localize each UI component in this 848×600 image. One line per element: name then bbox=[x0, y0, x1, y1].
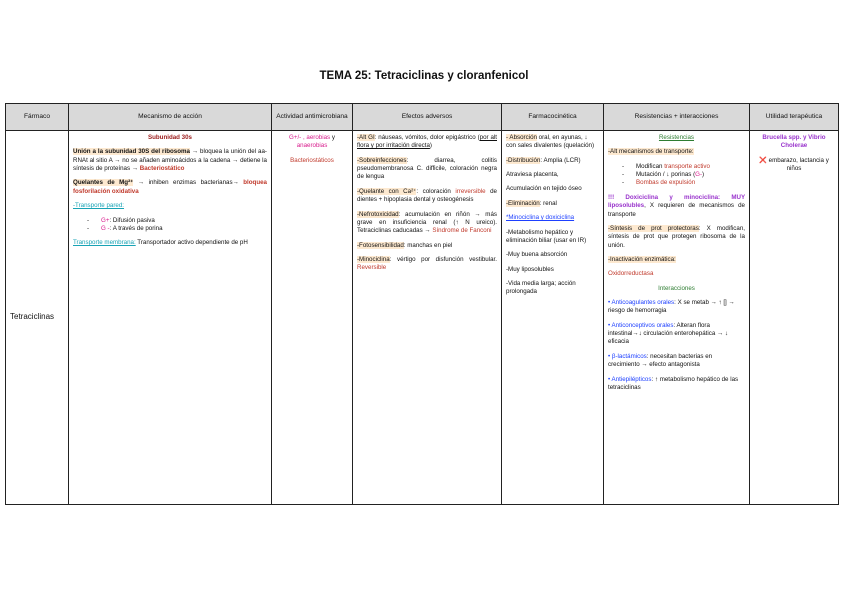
interaccion-anticonceptivos: • Anticonceptivos orales: Alteran flora intestinal→↓ circulación enterohepática → ↓ eficacia bbox=[608, 321, 729, 346]
resistencias-alt-mec: -Alt mecanismos de transporte: bbox=[608, 148, 694, 156]
list-item: - Bombas de expulsión bbox=[636, 179, 745, 187]
transporte-pared-label: -Transporte pared: bbox=[73, 202, 125, 210]
header-row bbox=[6, 104, 839, 131]
fc-absorcion: - Absorción oral, en ayunas, ↓ con sales divalentes (quelación) bbox=[506, 134, 595, 150]
cell-resistencias bbox=[604, 131, 750, 505]
resistencias-oxido: Oxidorreductasa bbox=[608, 270, 654, 278]
header-farmaco: Fármaco bbox=[6, 104, 69, 131]
fc-tejido: Acumulación en tejido óseo bbox=[506, 185, 582, 193]
cell-mecanismo bbox=[69, 131, 272, 505]
fc-liposolubles: -Muy liposolubles bbox=[506, 265, 554, 273]
header-utilidad: Utilidad terapéutica bbox=[750, 104, 839, 131]
resistencias-list bbox=[608, 163, 745, 188]
resistencias-inact: -Inactivación enzimática: bbox=[608, 255, 676, 263]
actividad-spectrum: G+/- , aerobias y anaerobias bbox=[289, 134, 335, 150]
utilidad-contraindicacion: ❌ embarazo, lactancia y niños bbox=[759, 156, 829, 173]
list-item: - G -: A través de porina bbox=[101, 225, 267, 233]
cell-efectos bbox=[353, 131, 502, 505]
efecto-sobreinfecciones: -Sobreinfecciones: diarrea, colitis pseudomembranosa C. difficile, coloración negra de lengua bbox=[357, 156, 497, 181]
mecanismo-union: Unión a la subunidad 30S del ribosoma → bloquea la unión del aa-RNAt al sitio A → no se añaden aminoácidos a la cadena → detiene la síntesis de proteínas → Bacteriostático bbox=[73, 148, 267, 173]
efecto-minociclina: -Minociclina: vértigo por disfunción vestibular. Reversible bbox=[357, 255, 497, 272]
fc-metabolismo: -Metabolismo hepático y eliminación biliar (usar en IR) bbox=[506, 228, 587, 244]
mecanismo-quelantes: Quelantes de Mg²⁺ → inhiben enzimas bacterianas→ bloquea fosforilación oxidativa bbox=[73, 179, 267, 195]
fc-vida-media: -Vida media larga; acción prolongada bbox=[506, 279, 576, 296]
interacciones-title: Interacciones bbox=[658, 284, 695, 292]
fc-eliminacion: -Eliminación: renal bbox=[506, 199, 557, 207]
resistencias-title: Resistencias bbox=[658, 134, 695, 141]
efecto-fotosensibilidad: -Fotosensibilidad: manchas en piel bbox=[357, 241, 453, 249]
pharmacology-table bbox=[5, 103, 839, 505]
efecto-quelante: -Quelante con Ca²⁺: coloración irreversible de dientes + hipoplasia dental y osteogénesis bbox=[357, 187, 497, 204]
transporte-membrana: Transporte membrana: Transportador activo dependiente de pH bbox=[73, 239, 248, 247]
page-title: TEMA 25: Tetraciclinas y cloranfenicol bbox=[319, 70, 529, 82]
fc-buena-absorcion: -Muy buena absorción bbox=[506, 251, 568, 259]
header-resistencias: Resistencias + interacciones bbox=[604, 104, 750, 131]
list-item: - Modifican transporte activo bbox=[636, 163, 745, 171]
actividad-bacteriostaticos: Bacteriostáticos bbox=[290, 156, 334, 164]
cell-actividad bbox=[272, 131, 353, 505]
resistencias-doxi: !!! Doxiciclina y minociclina: MUY liposolubles, X requieren de mecanismos de transporte bbox=[608, 193, 745, 218]
mecanismo-subtitle: Subunidad 30s bbox=[147, 134, 192, 141]
interaccion-anticoagulantes: • Anticoagulantes orales: X se metab → ↑ [] → riesgo de hemorragia bbox=[608, 299, 735, 315]
interaccion-blactamicos: • β-lactámicos: necesitan bacterias en crecimiento → efecto antagonista bbox=[608, 352, 713, 369]
fc-placenta: Atraviesa placenta, bbox=[506, 171, 559, 179]
fc-mino-doxi: *Minociclina y doxiciclina bbox=[506, 214, 575, 222]
list-item: - G+: Difusión pasiva bbox=[101, 217, 267, 225]
list-item: - Mutación / ↓ porinas (G-) bbox=[636, 171, 745, 179]
utilidad-indicacion: Brucella spp. y Vibrio Cholerae bbox=[762, 134, 826, 150]
cell-utilidad bbox=[750, 131, 839, 505]
fc-distribucion: -Distribución: Amplia (LCR) bbox=[506, 156, 581, 164]
interaccion-antiepilepticos: • Antiepilépticos: ↑ metabolismo hepático de las tetraciclinas bbox=[608, 375, 739, 391]
table-row bbox=[6, 131, 839, 505]
header-mecanismo: Mecanismo de acción bbox=[69, 104, 272, 131]
efecto-nefrotoxicidad: -Nefrotoxicidad: acumulación en riñón → más grave en insuficiencia renal (↑ N ureico). Tetraciclinas caducadas → Síndrome de Fanconi bbox=[357, 210, 497, 235]
cell-farmacocinetica bbox=[502, 131, 604, 505]
resistencias-sintesis: -Síntesis de prot protectoras: X modifican, síntesis de prot que protegen ribosoma de la unión. bbox=[608, 224, 745, 249]
efecto-alt-gi: -Alt GI: náuseas, vómitos, dolor epigástrico (por alt flora y por irritación directa) bbox=[357, 134, 497, 150]
header-farmacocinetica: Farmacocinética bbox=[502, 104, 604, 131]
cross-mark-icon: ❌ bbox=[759, 156, 767, 164]
header-efectos: Efectos adversos bbox=[353, 104, 502, 131]
transporte-pared-list bbox=[73, 217, 267, 234]
header-actividad: Actividad antimicrobiana bbox=[272, 104, 353, 131]
drug-name: Tetraciclinas bbox=[6, 131, 69, 505]
